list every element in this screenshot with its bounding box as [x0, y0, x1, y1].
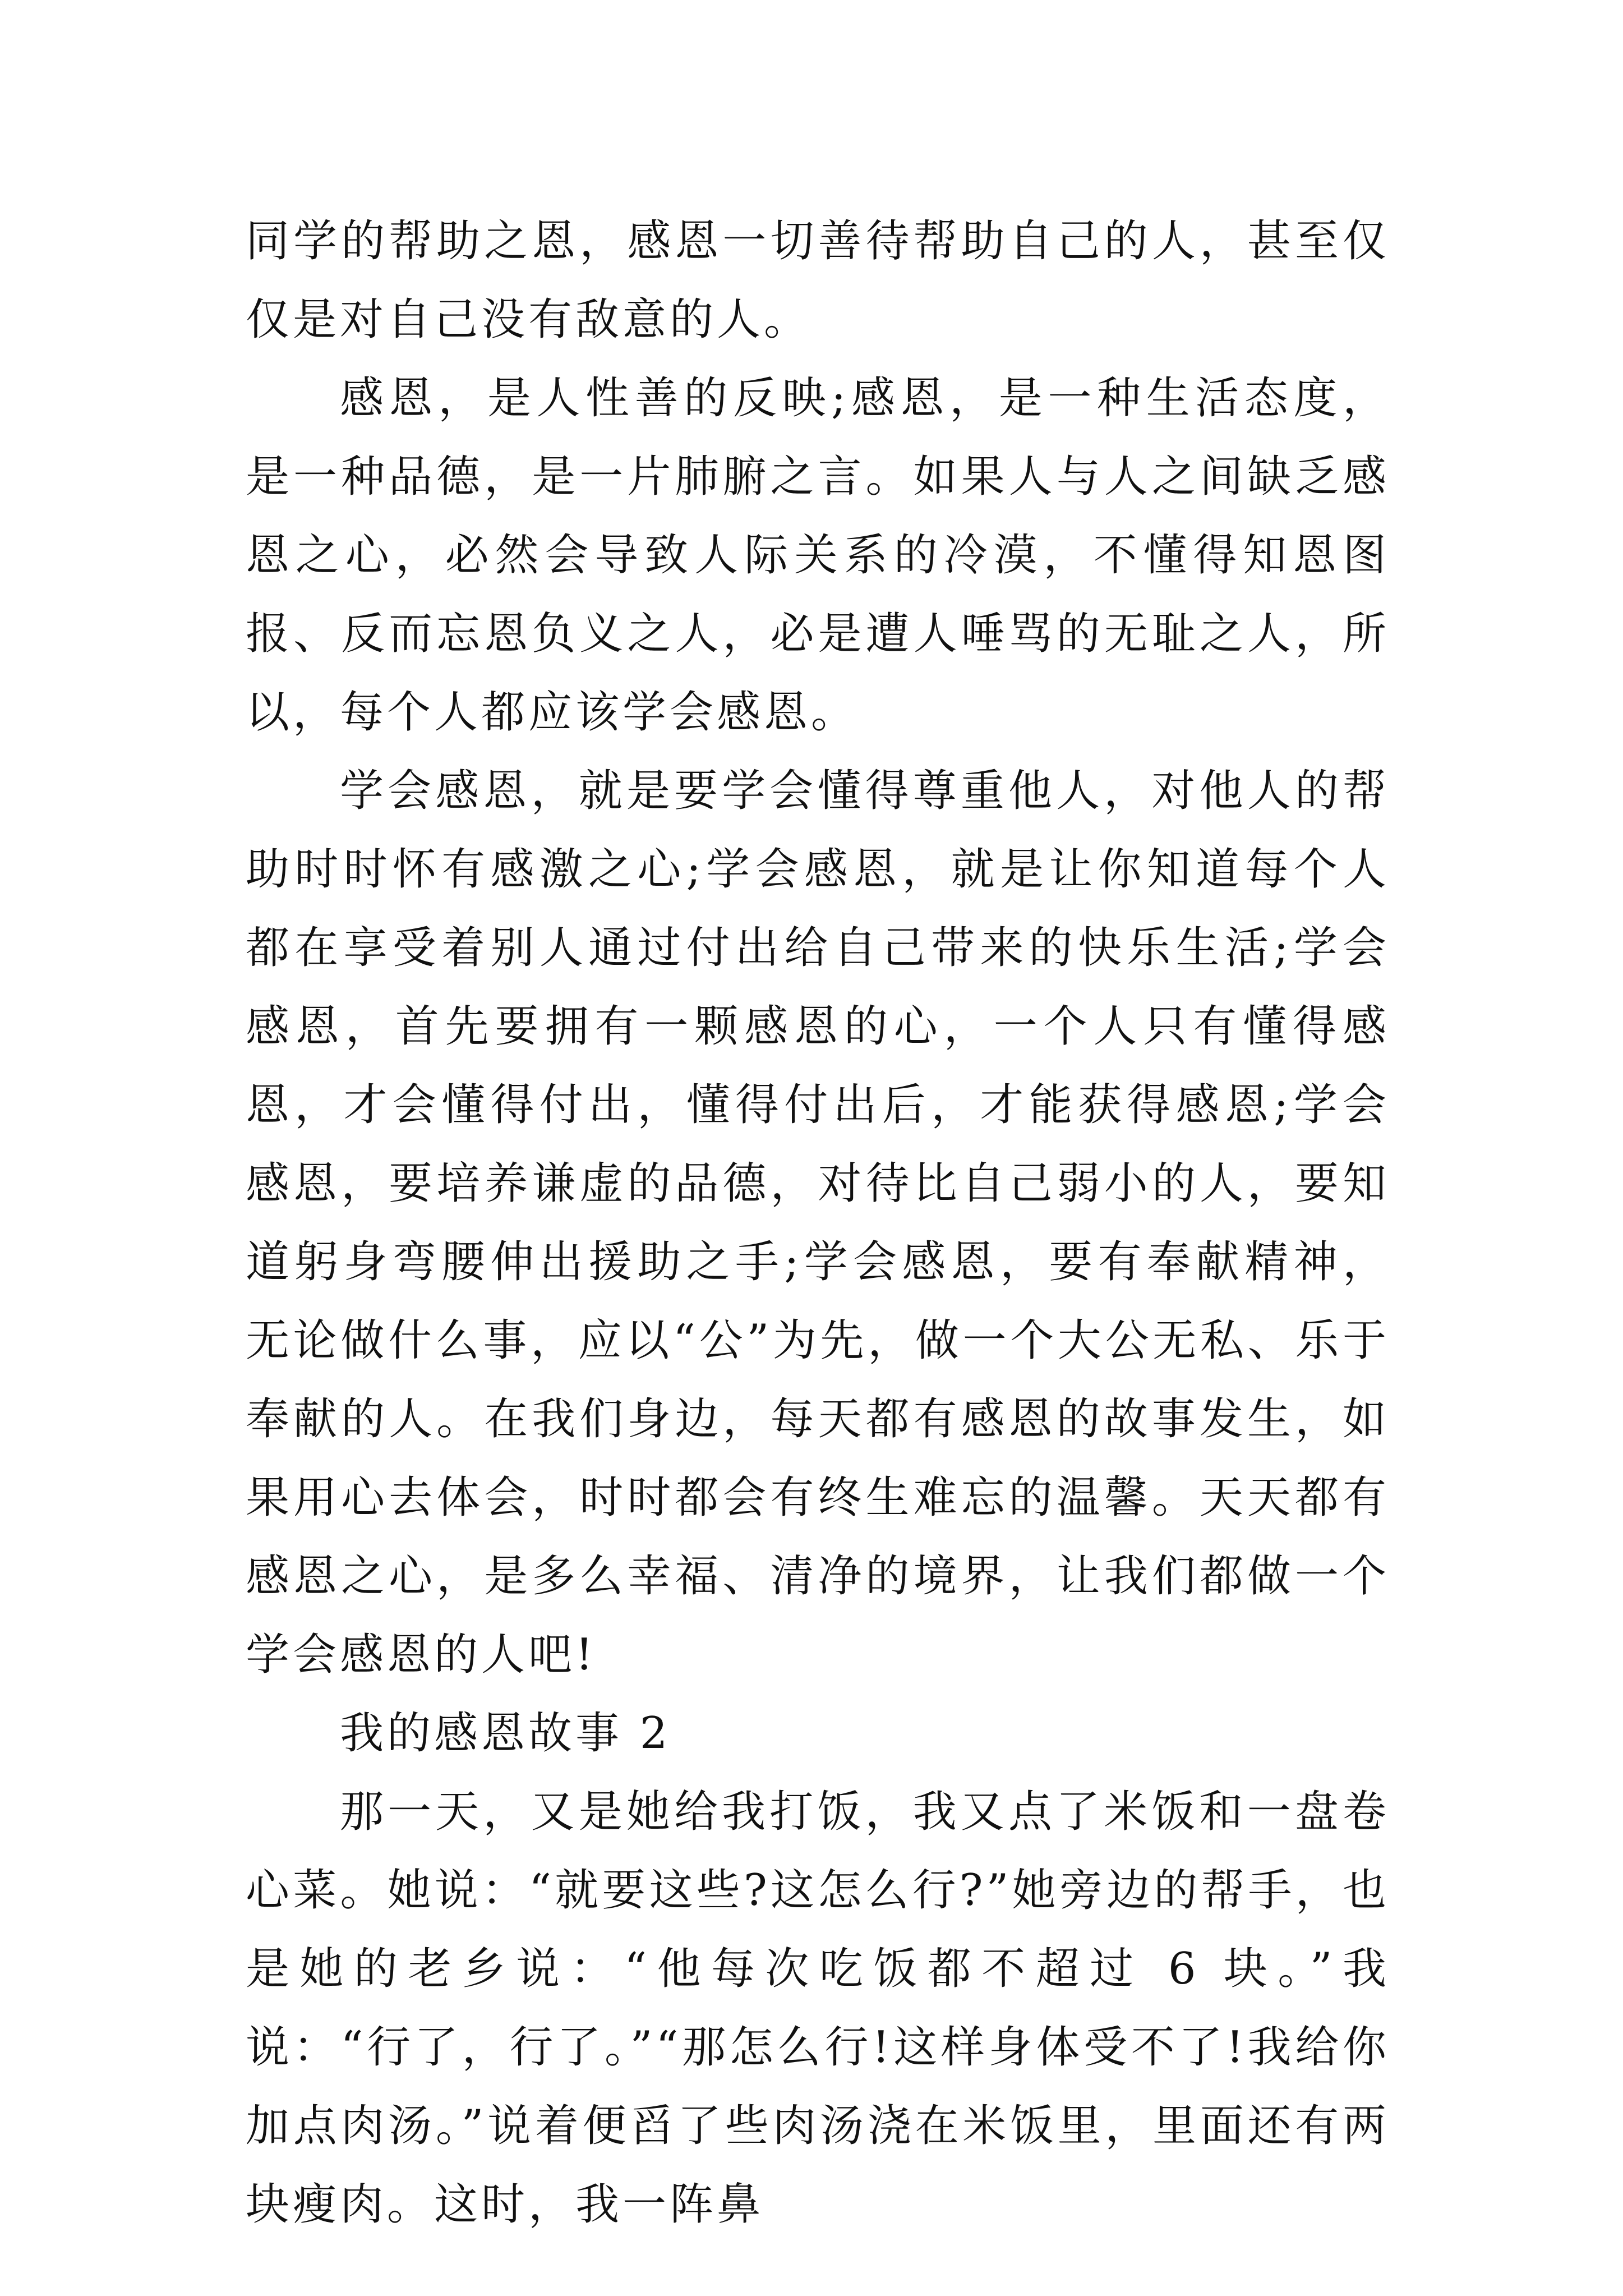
paragraph-1: 同学的帮助之恩，感恩一切善待帮助自己的人，甚至仅仅是对自己没有敌意的人。	[246, 216, 1390, 345]
section-heading: 我的感恩故事 2	[340, 1708, 671, 1759]
paragraph-4: 那一天，又是她给我打饭，我又点了米饭和一盘卷心菜。她说：“就要这些?这怎么行?”她旁边的帮手，也是她的老乡说：“他每次吃饭都不超过 6 块。”我说：“行了，行了。”“那怎么行!这样身体受不了!我给你加点肉汤。”说着便舀了些肉汤浇在米饭里，里面还有两块瘦肉。这时，我一阵鼻	[246, 1787, 1390, 2230]
paragraph-3: 学会感恩，就是要学会懂得尊重他人，对他人的帮助时时怀有感激之心;学会感恩，就是让你知道每个人都在享受着别人通过付出给自己带来的快乐生活;学会感恩，首先要拥有一颗感恩的心，一个人只有懂得感恩，才会懂得付出，懂得付出后，才能获得感恩;学会感恩，要培养谦虚的品德，对待比自己弱小的人，要知道躬身弯腰伸出援助之手;学会感恩，要有奉献精神，无论做什么事，应以“公”为先，做一个大公无私、乐于奉献的人。在我们身边，每天都有感恩的故事发生，如果用心去体会，时时都会有终生难忘的温馨。天天都有感恩之心，是多么幸福、清净的境界，让我们都做一个学会感恩的人吧!	[246, 766, 1390, 1680]
paragraph-2: 感恩，是人性善的反映;感恩，是一种生活态度，是一种品德，是一片肺腑之言。如果人与人之间缺乏感恩之心，必然会导致人际关系的冷漠，不懂得知恩图报、反而忘恩负义之人，必是遭人唾骂的无耻之人，所以，每个人都应该学会感恩。	[246, 373, 1390, 738]
document-body	[246, 202, 1390, 2244]
